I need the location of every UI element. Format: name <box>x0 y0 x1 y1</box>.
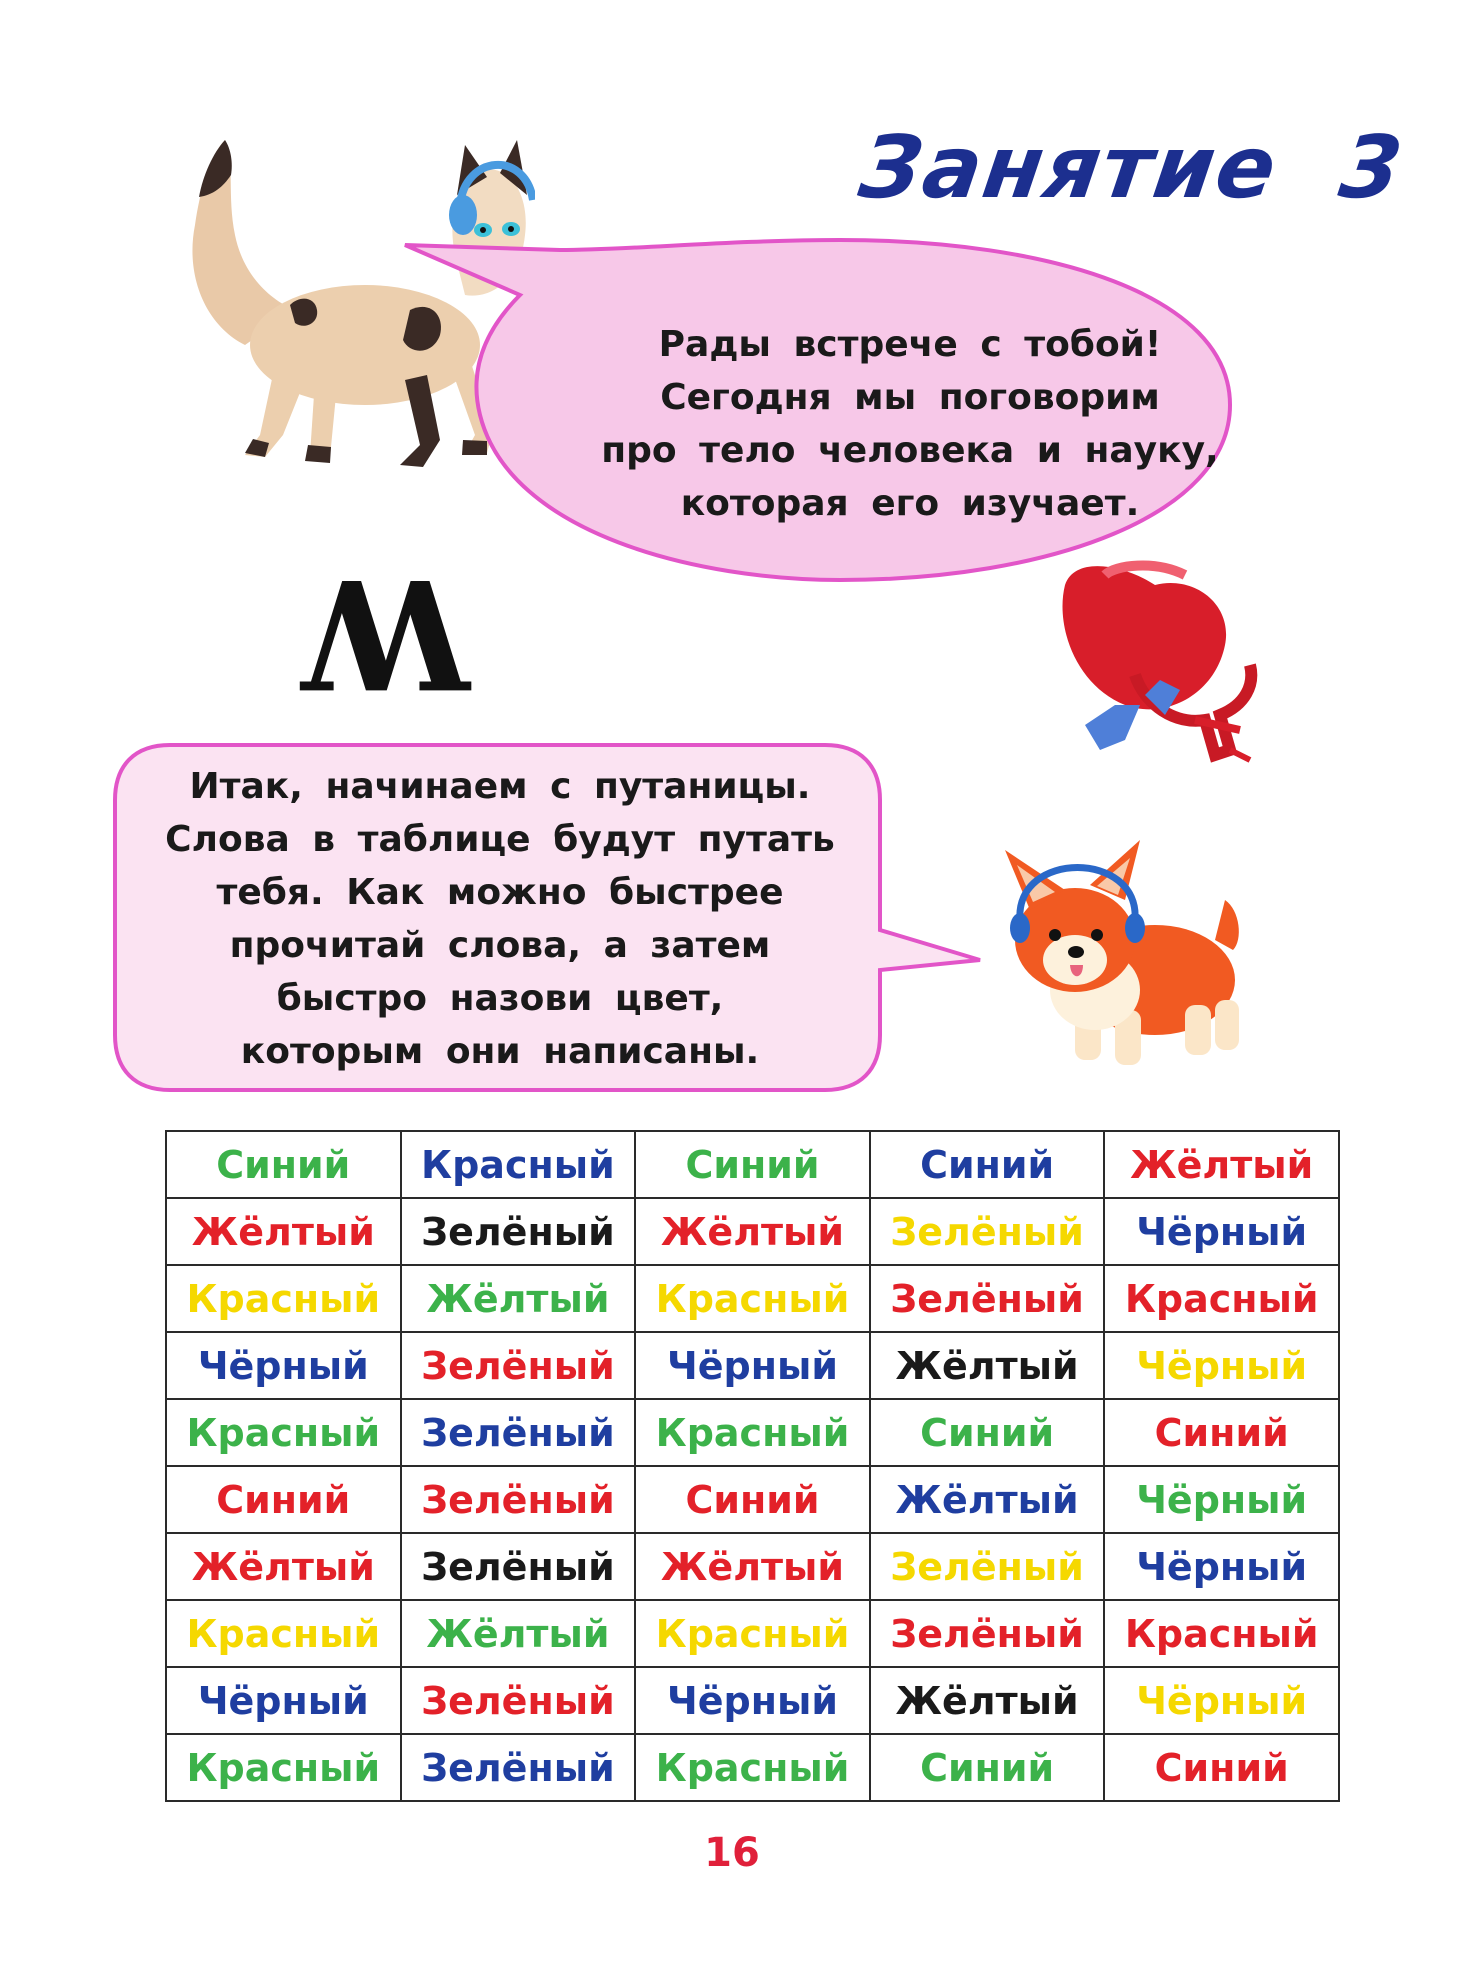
rotated-letter: W <box>301 545 470 721</box>
bubble-bottom-line-5 <box>120 972 880 1025</box>
table-cell: Красный <box>635 1265 870 1332</box>
table-cell: Зелёный <box>870 1533 1105 1600</box>
bubble-top-line-3: про тело человека и науку, <box>601 430 1219 471</box>
heart-organ-illustration <box>1045 555 1265 765</box>
lesson-title <box>852 118 1410 228</box>
table-row <box>166 1332 1339 1399</box>
table-cell: Зелёный <box>401 1198 636 1265</box>
table-row <box>166 1265 1339 1332</box>
table-cell: Чёрный <box>166 1332 401 1399</box>
table-cell: Чёрный <box>166 1667 401 1734</box>
table-cell: Зелёный <box>401 1533 636 1600</box>
table-row <box>166 1399 1339 1466</box>
table-row <box>166 1198 1339 1265</box>
table-cell: Жёлтый <box>870 1466 1105 1533</box>
table-cell: Красный <box>1104 1600 1339 1667</box>
table-cell: Зелёный <box>401 1466 636 1533</box>
table-cell: Жёлтый <box>635 1533 870 1600</box>
page-number: 16 <box>704 1830 760 1876</box>
table-cell: Красный <box>635 1734 870 1801</box>
table-cell: Зелёный <box>870 1600 1105 1667</box>
bubble-bottom-line-2: Слова в таблице будут путать <box>165 819 835 860</box>
table-cell: Красный <box>635 1399 870 1466</box>
table-cell: Синий <box>166 1466 401 1533</box>
table-cell: Жёлтый <box>870 1332 1105 1399</box>
table-cell: Красный <box>166 1600 401 1667</box>
table-cell: Красный <box>635 1600 870 1667</box>
table-cell: Красный <box>166 1399 401 1466</box>
table-cell: Жёлтый <box>635 1198 870 1265</box>
bubble-top-line-2: Сегодня мы поговорим <box>660 377 1160 418</box>
table-row <box>166 1734 1339 1801</box>
table-cell: Зелёный <box>401 1399 636 1466</box>
bubble-bottom-line-4 <box>120 919 880 972</box>
table-cell: Жёлтый <box>401 1600 636 1667</box>
table-cell: Чёрный <box>1104 1198 1339 1265</box>
table-cell: Жёлтый <box>870 1667 1105 1734</box>
table-cell: Жёлтый <box>401 1265 636 1332</box>
table-cell: Синий <box>870 1399 1105 1466</box>
table-row <box>166 1667 1339 1734</box>
table-row <box>166 1533 1339 1600</box>
table-cell: Зелёный <box>401 1332 636 1399</box>
table-cell: Зелёный <box>870 1265 1105 1332</box>
table-cell: Зелёный <box>870 1198 1105 1265</box>
table-cell: Чёрный <box>1104 1533 1339 1600</box>
lesson-word: Занятие <box>853 118 1284 218</box>
table-cell: Чёрный <box>635 1332 870 1399</box>
bubble-bottom-text <box>120 760 880 1078</box>
lesson-number: 3 <box>1333 118 1410 218</box>
table-cell: Синий <box>870 1131 1105 1198</box>
bubble-top-line-1: Рады встрече с тобой! <box>658 324 1162 365</box>
table-cell: Чёрный <box>635 1667 870 1734</box>
table-cell: Синий <box>166 1131 401 1198</box>
table-cell: Чёрный <box>1104 1466 1339 1533</box>
table-cell: Жёлтый <box>166 1198 401 1265</box>
bubble-bottom-line-4-rest: а затем <box>581 925 771 966</box>
table-row <box>166 1600 1339 1667</box>
table-cell: Чёрный <box>1104 1667 1339 1734</box>
bubble-bottom-line-3: тебя. Как можно быстрее <box>216 872 784 913</box>
table-cell: Зелёный <box>401 1667 636 1734</box>
table-cell: Синий <box>1104 1734 1339 1801</box>
table-cell: Зелёный <box>401 1734 636 1801</box>
bubble-bottom-line-5-lead: быстро <box>276 978 450 1019</box>
table-row <box>166 1466 1339 1533</box>
table-row <box>166 1131 1339 1198</box>
instruction-name-color: назови цвет, <box>449 978 724 1019</box>
table-cell: Красный <box>166 1734 401 1801</box>
table-cell: Красный <box>401 1131 636 1198</box>
corgi-illustration <box>975 840 1265 1080</box>
table-cell: Жёлтый <box>166 1533 401 1600</box>
table-cell: Синий <box>635 1131 870 1198</box>
table-cell: Синий <box>870 1734 1105 1801</box>
color-words-table-body <box>166 1131 1339 1801</box>
bubble-top-text <box>560 318 1260 530</box>
table-cell: Синий <box>1104 1399 1339 1466</box>
instruction-read-words: прочитай слова, <box>229 925 582 966</box>
table-cell: Красный <box>1104 1265 1339 1332</box>
bubble-top-line-4: которая его изучает. <box>680 483 1140 524</box>
bubble-bottom-line-6: которым они написаны. <box>240 1031 760 1072</box>
table-cell: Чёрный <box>1104 1332 1339 1399</box>
color-words-table <box>165 1130 1340 1802</box>
table-cell: Синий <box>635 1466 870 1533</box>
table-cell: Жёлтый <box>1104 1131 1339 1198</box>
table-cell: Красный <box>166 1265 401 1332</box>
bubble-bottom-line-1: Итак, начинаем с путаницы. <box>189 766 811 807</box>
